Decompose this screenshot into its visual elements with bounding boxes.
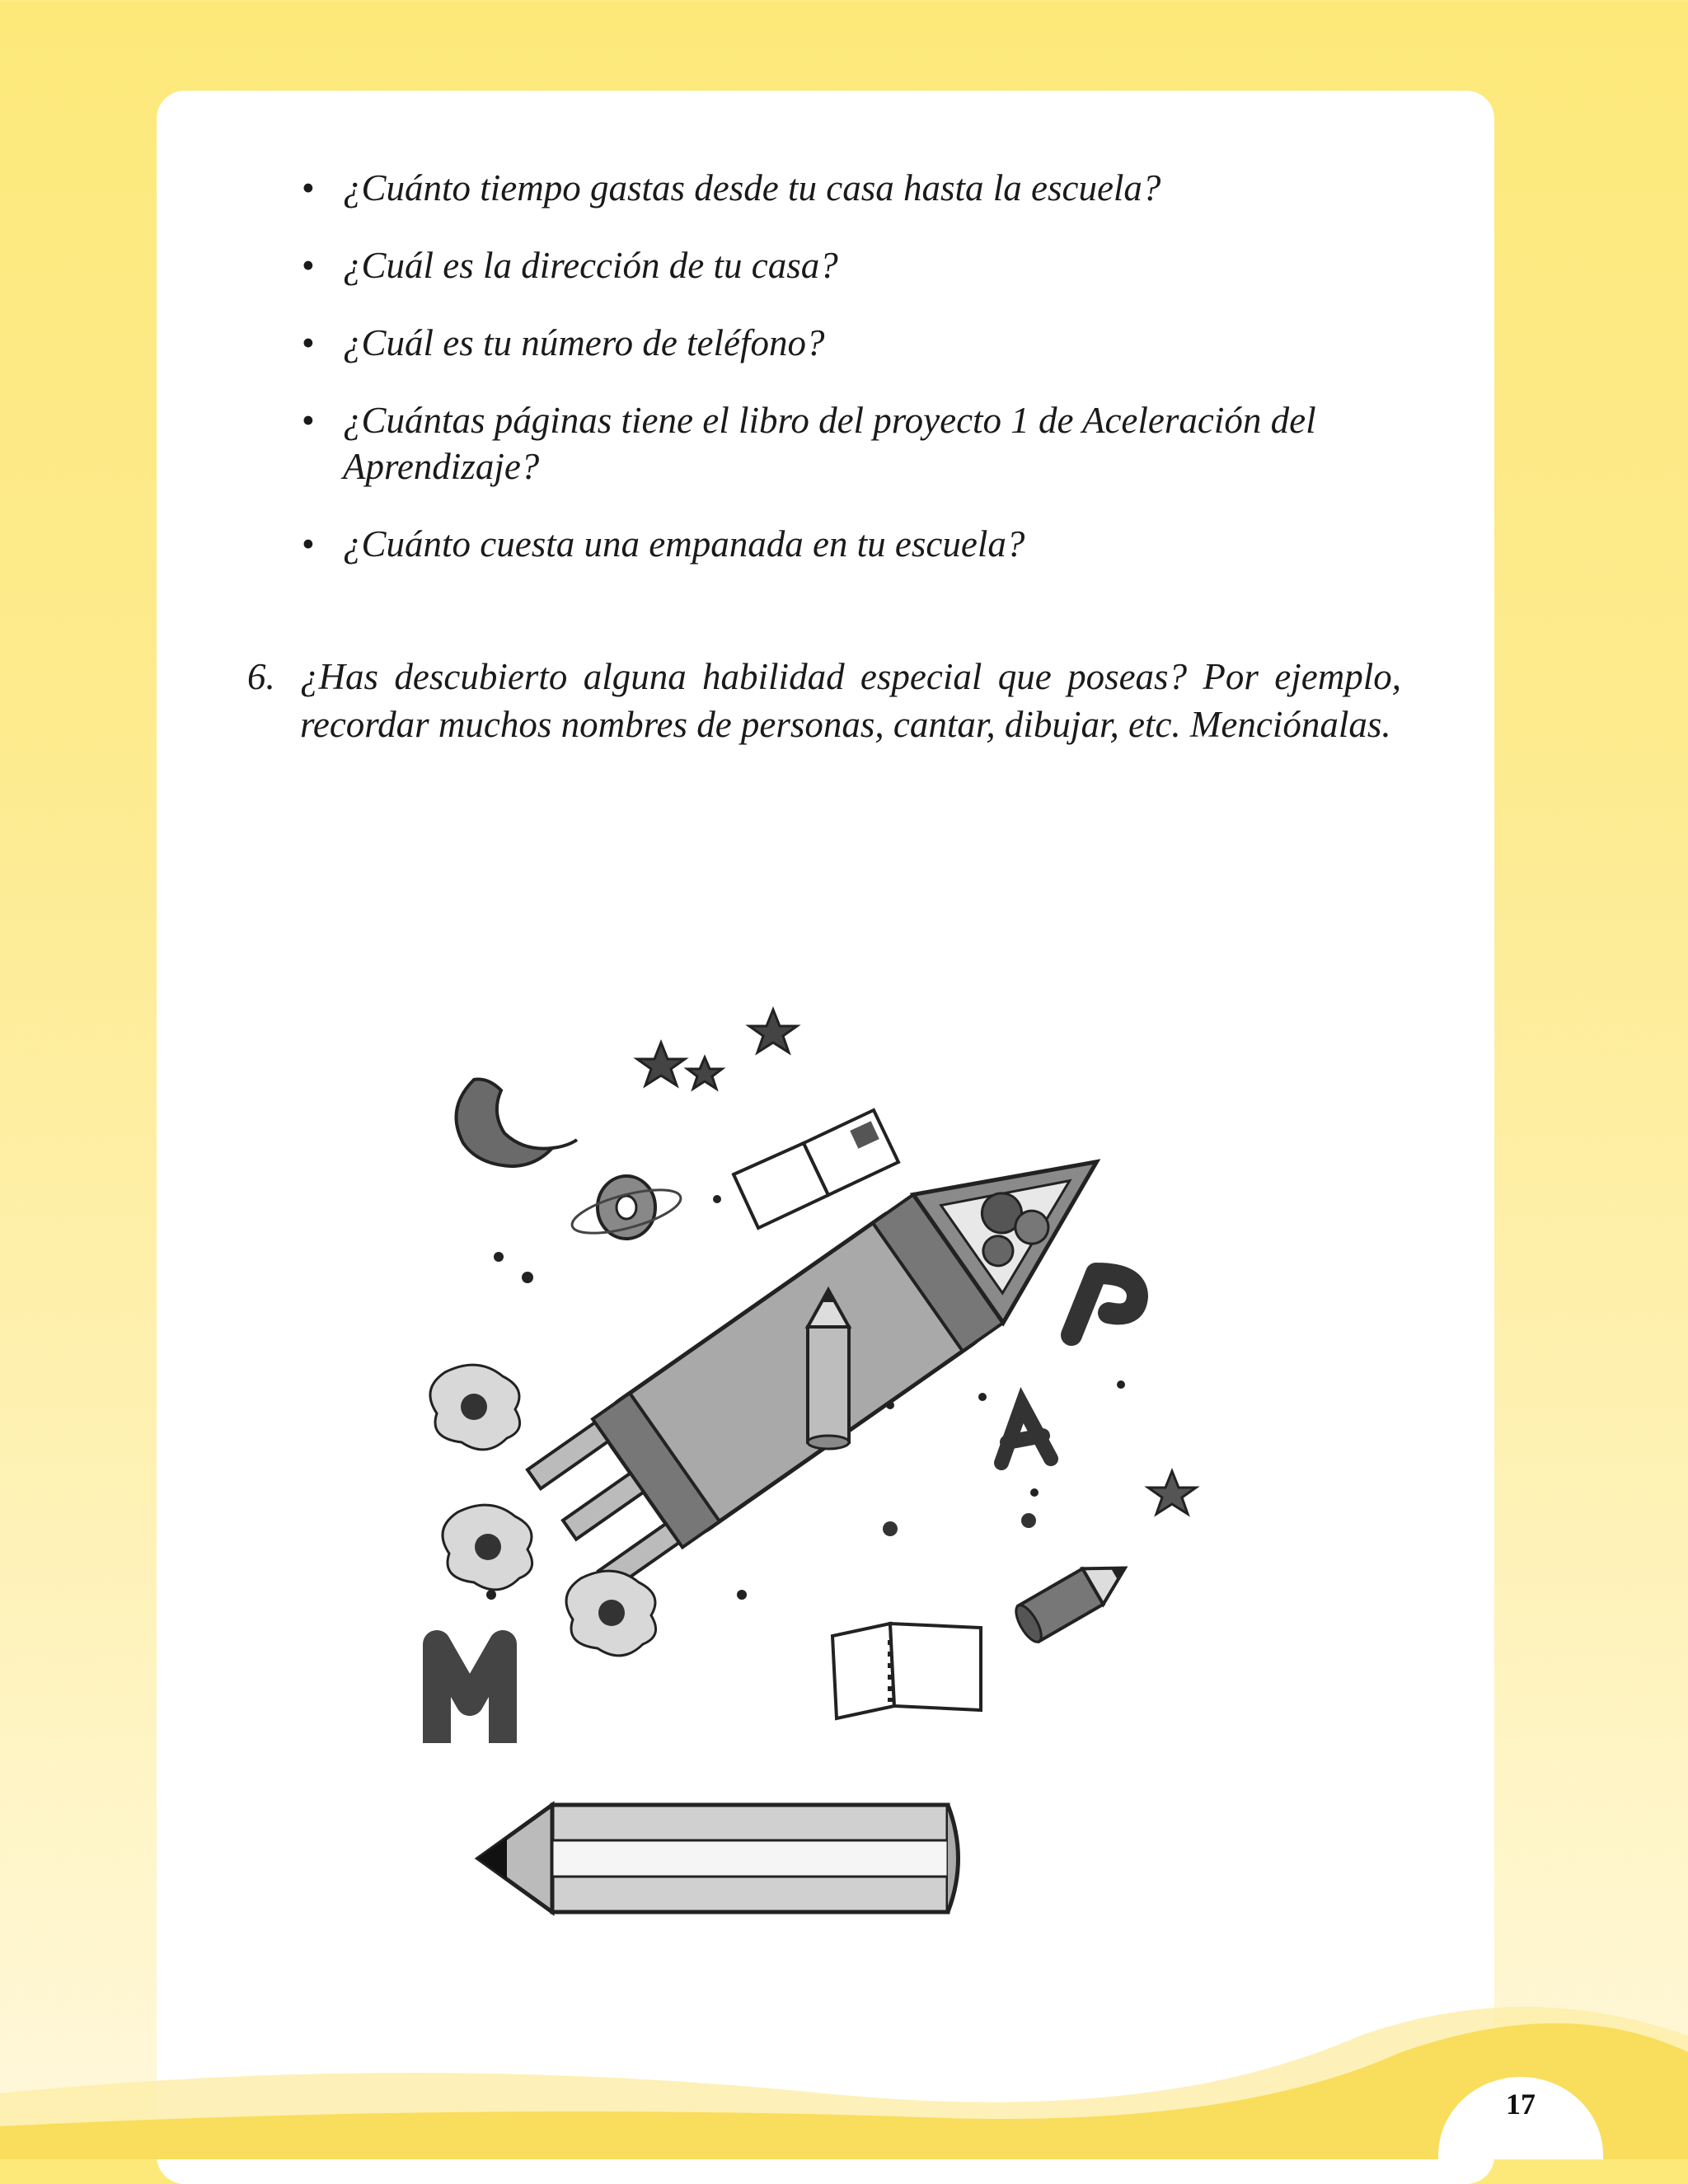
bullet-question <box>302 242 1406 288</box>
rocket-illustration <box>412 1001 1236 1933</box>
letter-a <box>1001 1405 1051 1463</box>
star-icon <box>1148 1471 1196 1514</box>
moon-icon <box>457 1080 552 1166</box>
question-text: ¿Has descubierto alguna habilidad especial que poseas? Por ejemplo, recordar muchos nombres de personas, cantar, dibujar, etc. Menciónalas. <box>300 656 1401 745</box>
bullet-question <box>302 397 1406 490</box>
star-icon <box>749 1010 797 1052</box>
bullet-question <box>302 521 1406 567</box>
bullet-question-text: ¿Cuántas páginas tiene el libro del proyecto 1 de Aceleración del Aprendizaje? <box>343 400 1316 487</box>
question-6 <box>247 653 1401 748</box>
bullet-question-list <box>302 165 1406 598</box>
bullet-dot: • <box>302 322 315 363</box>
bullet-dot: • <box>302 400 315 441</box>
bullet-question-text: ¿Cuánto cuesta una empanada en tu escuela? <box>343 523 1025 565</box>
star-icon <box>637 1043 685 1085</box>
bullet-dot: • <box>302 523 315 565</box>
letter-m <box>437 1644 503 1743</box>
bullet-question <box>302 165 1406 211</box>
star-icon <box>687 1057 722 1089</box>
bullet-question-text: ¿Cuál es tu número de teléfono? <box>343 322 825 363</box>
bullet-dot: • <box>302 245 315 286</box>
bullet-question-text: ¿Cuál es la dirección de tu casa? <box>343 245 838 286</box>
letter-p <box>1071 1273 1137 1335</box>
bullet-dot: • <box>302 167 315 209</box>
bullet-question-text: ¿Cuánto tiempo gastas desde tu casa hasta la escuela? <box>343 167 1161 209</box>
question-number: 6. <box>247 656 275 697</box>
bullet-question <box>302 320 1406 366</box>
page-number: 17 <box>1506 2088 1536 2121</box>
